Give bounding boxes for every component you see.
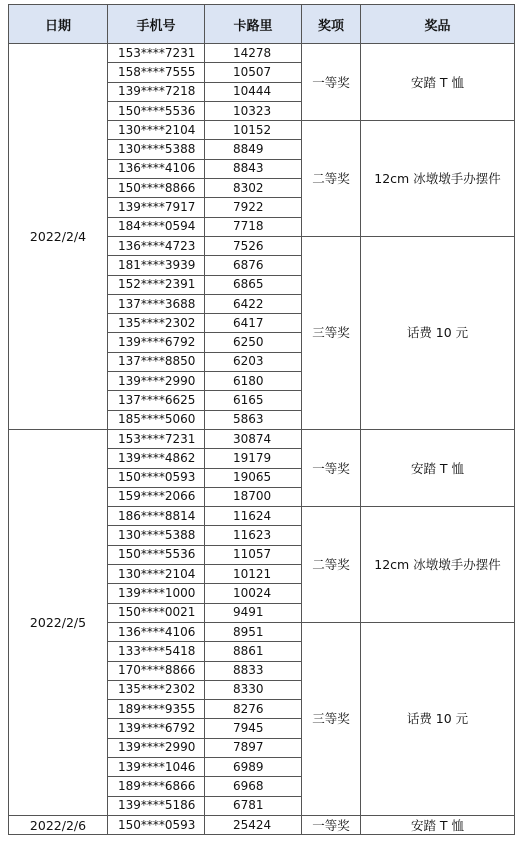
calories-cell: 11623 xyxy=(205,526,302,545)
phone-cell: 130****5388 xyxy=(108,526,205,545)
calories-cell: 6781 xyxy=(205,796,302,815)
phone-cell: 170****8866 xyxy=(108,661,205,680)
calories-cell: 9491 xyxy=(205,603,302,622)
date-cell: 2022/2/5 xyxy=(9,429,108,815)
phone-cell: 150****0593 xyxy=(108,815,205,834)
calories-cell: 6165 xyxy=(205,391,302,410)
calories-cell: 30874 xyxy=(205,429,302,448)
phone-cell: 159****2066 xyxy=(108,487,205,506)
prize-winners-table xyxy=(8,4,515,835)
phone-cell: 139****4862 xyxy=(108,449,205,468)
calories-cell: 19179 xyxy=(205,449,302,468)
calories-cell: 7922 xyxy=(205,198,302,217)
calories-cell: 6865 xyxy=(205,275,302,294)
phone-cell: 152****2391 xyxy=(108,275,205,294)
calories-cell: 10152 xyxy=(205,121,302,140)
header-award-level: 奖项 xyxy=(302,5,361,44)
phone-cell: 130****5388 xyxy=(108,140,205,159)
calories-cell: 8330 xyxy=(205,680,302,699)
phone-cell: 184****0594 xyxy=(108,217,205,236)
table-row xyxy=(9,429,515,448)
calories-cell: 6422 xyxy=(205,294,302,313)
phone-cell: 150****8866 xyxy=(108,179,205,198)
phone-cell: 139****6792 xyxy=(108,719,205,738)
phone-cell: 139****6792 xyxy=(108,333,205,352)
award-level-cell: 二等奖 xyxy=(302,507,361,623)
phone-cell: 150****0021 xyxy=(108,603,205,622)
phone-cell: 139****7218 xyxy=(108,82,205,101)
phone-cell: 135****2302 xyxy=(108,680,205,699)
calories-cell: 10444 xyxy=(205,82,302,101)
phone-cell: 136****4106 xyxy=(108,159,205,178)
award-level-cell: 一等奖 xyxy=(302,429,361,506)
calories-cell: 6989 xyxy=(205,757,302,776)
calories-cell: 7526 xyxy=(205,236,302,255)
phone-cell: 150****5536 xyxy=(108,101,205,120)
calories-cell: 8861 xyxy=(205,642,302,661)
phone-cell: 150****5536 xyxy=(108,545,205,564)
calories-cell: 10121 xyxy=(205,565,302,584)
calories-cell: 10024 xyxy=(205,584,302,603)
calories-cell: 11057 xyxy=(205,545,302,564)
date-cell: 2022/2/4 xyxy=(9,44,108,430)
calories-cell: 7945 xyxy=(205,719,302,738)
phone-cell: 153****7231 xyxy=(108,429,205,448)
calories-cell: 25424 xyxy=(205,815,302,834)
phone-cell: 130****2104 xyxy=(108,121,205,140)
phone-cell: 181****3939 xyxy=(108,256,205,275)
phone-cell: 137****3688 xyxy=(108,294,205,313)
header-row xyxy=(9,5,515,44)
header-date: 日期 xyxy=(9,5,108,44)
calories-cell: 11624 xyxy=(205,507,302,526)
calories-cell: 6876 xyxy=(205,256,302,275)
phone-cell: 139****1000 xyxy=(108,584,205,603)
calories-cell: 5863 xyxy=(205,410,302,429)
phone-cell: 139****5186 xyxy=(108,796,205,815)
phone-cell: 186****8814 xyxy=(108,507,205,526)
table-row xyxy=(9,44,515,63)
calories-cell: 8951 xyxy=(205,622,302,641)
calories-cell: 18700 xyxy=(205,487,302,506)
prize-cell: 12cm 冰墩墩手办摆件 xyxy=(361,121,515,237)
award-level-cell: 三等奖 xyxy=(302,622,361,815)
prize-cell: 12cm 冰墩墩手办摆件 xyxy=(361,507,515,623)
table-row xyxy=(9,815,515,834)
date-cell: 2022/2/6 xyxy=(9,815,108,834)
phone-cell: 135****2302 xyxy=(108,314,205,333)
calories-cell: 8843 xyxy=(205,159,302,178)
prize-cell: 安踏 T 恤 xyxy=(361,429,515,506)
calories-cell: 7897 xyxy=(205,738,302,757)
phone-cell: 158****7555 xyxy=(108,63,205,82)
calories-cell: 10507 xyxy=(205,63,302,82)
calories-cell: 6417 xyxy=(205,314,302,333)
phone-cell: 153****7231 xyxy=(108,44,205,63)
calories-cell: 6968 xyxy=(205,777,302,796)
header-phone: 手机号 xyxy=(108,5,205,44)
calories-cell: 8276 xyxy=(205,700,302,719)
table-header xyxy=(9,5,515,44)
award-level-cell: 三等奖 xyxy=(302,236,361,429)
phone-cell: 137****8850 xyxy=(108,352,205,371)
prize-cell: 话费 10 元 xyxy=(361,236,515,429)
phone-cell: 133****5418 xyxy=(108,642,205,661)
calories-cell: 8849 xyxy=(205,140,302,159)
calories-cell: 6250 xyxy=(205,333,302,352)
calories-cell: 6203 xyxy=(205,352,302,371)
phone-cell: 185****5060 xyxy=(108,410,205,429)
prize-table-container xyxy=(8,4,515,835)
phone-cell: 189****6866 xyxy=(108,777,205,796)
award-level-cell: 一等奖 xyxy=(302,815,361,834)
calories-cell: 10323 xyxy=(205,101,302,120)
phone-cell: 139****2990 xyxy=(108,372,205,391)
phone-cell: 139****1046 xyxy=(108,757,205,776)
prize-cell: 话费 10 元 xyxy=(361,622,515,815)
phone-cell: 139****7917 xyxy=(108,198,205,217)
phone-cell: 136****4723 xyxy=(108,236,205,255)
phone-cell: 137****6625 xyxy=(108,391,205,410)
award-level-cell: 一等奖 xyxy=(302,44,361,121)
phone-cell: 189****9355 xyxy=(108,700,205,719)
header-calories: 卡路里 xyxy=(205,5,302,44)
calories-cell: 7718 xyxy=(205,217,302,236)
calories-cell: 8833 xyxy=(205,661,302,680)
prize-cell: 安踏 T 恤 xyxy=(361,815,515,834)
phone-cell: 150****0593 xyxy=(108,468,205,487)
table-body xyxy=(9,44,515,835)
calories-cell: 8302 xyxy=(205,179,302,198)
phone-cell: 136****4106 xyxy=(108,622,205,641)
calories-cell: 6180 xyxy=(205,372,302,391)
award-level-cell: 二等奖 xyxy=(302,121,361,237)
phone-cell: 139****2990 xyxy=(108,738,205,757)
phone-cell: 130****2104 xyxy=(108,565,205,584)
calories-cell: 19065 xyxy=(205,468,302,487)
prize-cell: 安踏 T 恤 xyxy=(361,44,515,121)
calories-cell: 14278 xyxy=(205,44,302,63)
header-prize: 奖品 xyxy=(361,5,515,44)
